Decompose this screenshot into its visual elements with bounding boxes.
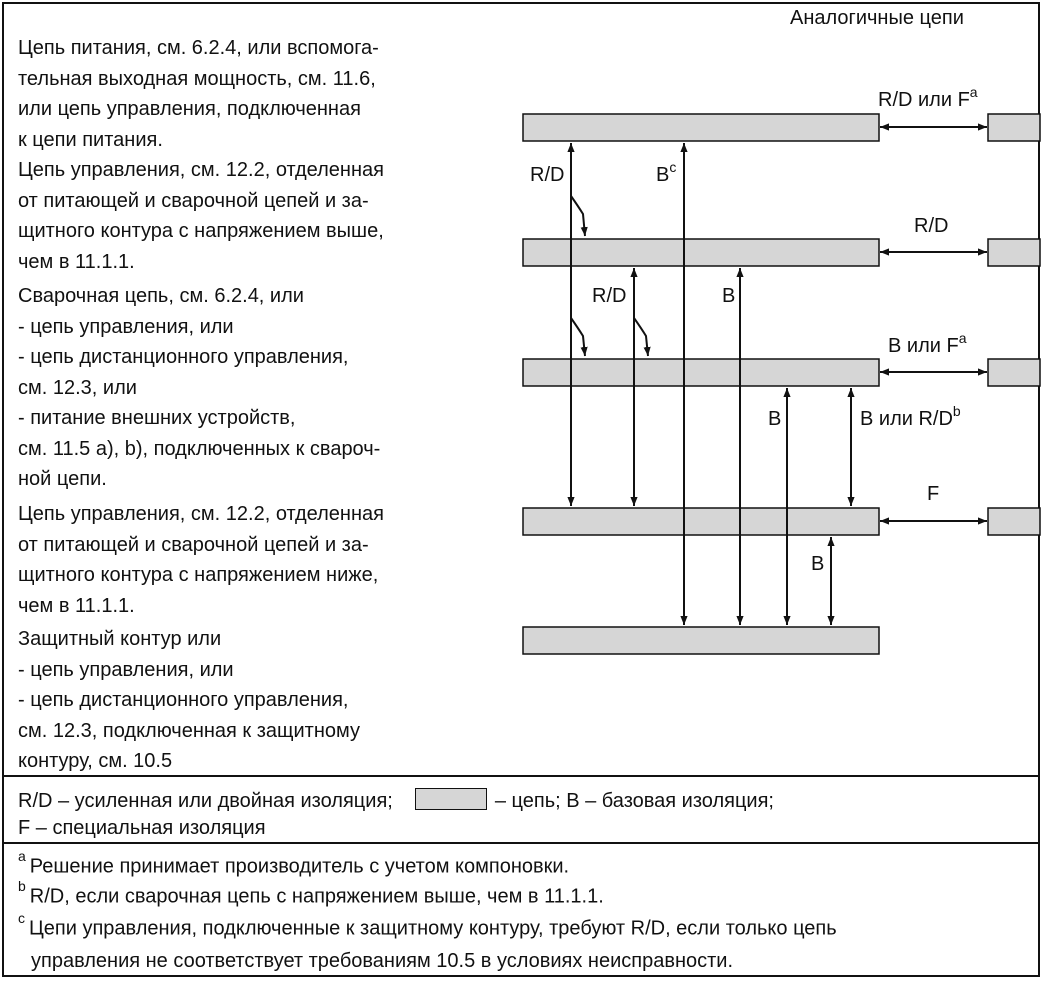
label-b-welding-vertical: B: [768, 408, 782, 430]
label-rd-control-high: R/D: [914, 215, 949, 237]
similar-circuit-bar-control-high: [988, 239, 1040, 266]
legend-line-2: F – специальная изоляция: [18, 817, 266, 839]
label-b-control-low-vertical: B: [811, 553, 825, 575]
similar-circuit-bar-control-low: [988, 508, 1040, 535]
footnote-b: $^b$ R/D, если сварочная цепь с напряжением выше, чем в 11.1.1.: [18, 878, 604, 908]
similar-circuit-bar-power: [988, 114, 1040, 141]
label-rd-or-f-power: R/D или $F^a$: [878, 84, 978, 111]
circuit-bar-control-low: [523, 508, 879, 535]
label-b-or-f-welding: B или $F^a$: [888, 330, 967, 357]
legend-circuit-text: – цепь; B – базовая изоляция;: [494, 790, 774, 812]
description-protective-circuit: Защитный контур или - цепь управления, или - цепь дистанционного управления, см. 12.3, подключенная к защитному контуру, см. 10.5: [18, 628, 360, 772]
label-rd-power-vertical: R/D: [530, 164, 565, 186]
circuit-bar-power: [523, 114, 879, 141]
branch-arrow-to-welding-2: [634, 318, 648, 356]
circuit-bar-control-high: [523, 239, 879, 266]
description-power-circuit: Цепь питания, см. 6.2.4, или вспомога- тельная выходная мощность, см. 11.6, или цепь управления, подключенная к цепи питания.: [18, 37, 379, 151]
circuit-bar-welding: [523, 359, 879, 386]
legend-line-1: [18, 788, 774, 813]
footnote-c: $^c$ Цепи управления, подключенные к защитному контуру, требуют R/D, если только цепь: [18, 910, 837, 940]
label-rd-control-high-vertical: R/D: [592, 285, 627, 307]
label-b-control-high-vertical: B: [722, 285, 736, 307]
similar-circuits-title: Аналогичные цепи: [790, 7, 964, 29]
description-welding-circuit: Сварочная цепь, см. 6.2.4, или - цепь управления, или - цепь дистанционного управления, см. 12.3, или - питание внешних устройств, см. 11.5 а), b), подключенных к свароч- ной цепи.: [18, 285, 381, 490]
branch-arrow-to-welding-1: [571, 318, 585, 356]
circuit-bar-protective: [523, 627, 879, 654]
label-b-power-vertical: $B^c$: [656, 159, 677, 186]
label-b-or-rd-welding-vertical: B или $R/D^b$: [860, 403, 961, 430]
similar-circuit-bar-welding: [988, 359, 1040, 386]
footnote-a: $^a$ Решение принимает производитель с учетом компоновки.: [18, 848, 570, 878]
divider-footnotes: [2, 842, 1040, 844]
label-f-control-low: F: [927, 483, 940, 505]
description-control-circuit-low: Цепь управления, см. 12.2, отделенная от питающей и сварочной цепей и за- щитного контура с напряжением ниже, чем в 11.1.1.: [18, 503, 384, 617]
description-control-circuit-high: Цепь управления, см. 12.2, отделенная от питающей и сварочной цепей и за- щитного контура с напряжением выше, чем в 11.1.1.: [18, 159, 384, 273]
legend-circuit-swatch: [415, 788, 487, 810]
footnote-c-continued: управления не соответствует требованиям 10.5 в условиях неисправности.: [31, 950, 734, 972]
legend-rd-text: R/D – усиленная или двойная изоляция;: [18, 790, 393, 812]
branch-arrow-to-control-high: [571, 196, 585, 236]
